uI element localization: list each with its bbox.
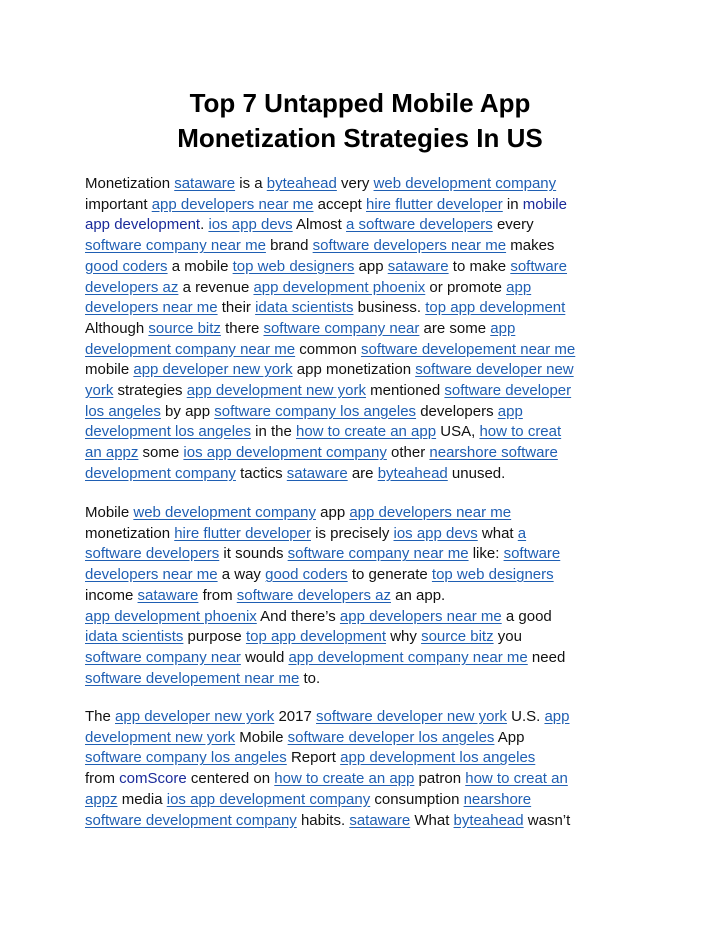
text-line — [85, 402, 645, 423]
hyperlink[interactable]: a software developers — [346, 216, 493, 234]
text-line — [85, 257, 645, 278]
hyperlink[interactable]: app — [544, 708, 570, 725]
page-title — [90, 86, 630, 156]
body-text: important — [85, 195, 152, 213]
hyperlink[interactable]: developers near me — [85, 299, 218, 317]
text-line — [85, 811, 645, 832]
body-text: in the — [250, 423, 296, 441]
body-text: common — [295, 340, 361, 358]
hyperlink[interactable]: sataware — [286, 464, 348, 482]
hyperlink[interactable]: web development company — [133, 504, 316, 521]
text-line — [85, 174, 645, 195]
hyperlink[interactable]: app development phoenix — [253, 278, 426, 296]
text-line — [85, 215, 645, 236]
body-text: like: — [468, 545, 504, 563]
hyperlink[interactable]: software company los angeles — [214, 402, 417, 420]
title-line: Monetization Strategies In US — [177, 123, 543, 153]
hyperlink[interactable]: software developers near me — [312, 237, 507, 255]
body-text: an app. — [391, 586, 446, 604]
hyperlink[interactable]: app — [497, 402, 523, 420]
body-text: business. — [353, 299, 426, 317]
body-text: Mobile — [235, 728, 288, 746]
hyperlink[interactable]: source bitz — [148, 319, 221, 337]
body-text: to. — [299, 669, 321, 687]
body-text: from — [198, 586, 237, 604]
body-text: accept — [313, 195, 367, 213]
body-text: makes — [506, 237, 555, 255]
paragraph-mobile-monetization — [85, 503, 645, 689]
text-line — [85, 340, 645, 361]
hyperlink[interactable]: byteahead — [453, 811, 524, 829]
body-text: . — [200, 216, 205, 234]
body-text: The — [85, 708, 116, 725]
hyperlink[interactable]: software developers az — [236, 586, 391, 604]
hyperlink[interactable]: nearshore software — [429, 444, 558, 462]
hyperlink[interactable]: software development company — [85, 811, 297, 829]
body-text: in — [502, 195, 523, 213]
hyperlink[interactable]: app — [490, 319, 516, 337]
body-text: brand — [265, 237, 313, 255]
body-text: Almost — [292, 216, 347, 234]
hyperlink[interactable]: development company — [85, 464, 236, 482]
body-text: And there’s — [256, 607, 340, 625]
body-text: centered on — [186, 770, 275, 788]
hyperlink[interactable]: top web designers — [232, 257, 355, 275]
body-text: tactics — [235, 464, 287, 482]
hyperlink[interactable]: an appz — [85, 444, 139, 462]
body-text: it sounds — [219, 545, 288, 563]
body-text: habits. — [296, 811, 350, 829]
hyperlink[interactable]: developers az — [85, 278, 179, 296]
body-text: app — [354, 257, 388, 275]
body-text: what — [477, 524, 518, 542]
hyperlink[interactable]: sataware — [387, 257, 449, 275]
body-text: need — [527, 648, 566, 666]
body-text: strategies — [113, 382, 187, 400]
body-text: or promote — [425, 278, 507, 296]
body-text: are — [347, 464, 378, 482]
body-text: a way — [217, 566, 266, 584]
hyperlink[interactable]: how to creat — [479, 423, 562, 441]
hyperlink[interactable]: software — [503, 545, 561, 563]
body-text: wasn’t — [523, 811, 571, 829]
hyperlink[interactable]: software — [510, 257, 568, 275]
body-text: unused. — [447, 464, 506, 482]
hyperlink[interactable]: software developement near me — [360, 340, 576, 358]
hyperlink[interactable]: byteahead — [266, 175, 337, 192]
hyperlink[interactable]: software developer new — [415, 361, 574, 379]
hyperlink[interactable]: good coders — [85, 257, 168, 275]
hyperlink[interactable]: app developer new york — [133, 361, 293, 379]
hyperlink[interactable]: app development los angeles — [340, 749, 536, 767]
hyperlink[interactable]: development company near me — [85, 340, 296, 358]
hyperlink[interactable]: software developers — [85, 545, 220, 563]
hyperlink[interactable]: hire flutter developer — [366, 195, 503, 213]
hyperlink[interactable]: web development company — [373, 175, 557, 192]
text-line — [85, 607, 645, 628]
text-line — [85, 195, 645, 216]
body-text: What — [410, 811, 454, 829]
text-line — [85, 443, 645, 464]
text-line — [85, 524, 645, 545]
text-line — [85, 648, 645, 669]
hyperlink[interactable]: app development — [85, 216, 201, 234]
body-text: there — [220, 319, 264, 337]
hyperlink[interactable]: app development new york — [186, 382, 366, 400]
body-text: patron — [414, 770, 466, 788]
body-text: by app — [160, 402, 215, 420]
text-line — [85, 748, 645, 769]
body-text: are some — [419, 319, 491, 337]
hyperlink[interactable]: software company near — [85, 648, 241, 666]
body-text: some — [138, 444, 184, 462]
hyperlink[interactable]: source bitz — [421, 628, 494, 646]
hyperlink[interactable]: how to creat an — [465, 770, 568, 788]
text-line — [85, 503, 645, 524]
hyperlink[interactable]: app — [506, 278, 532, 296]
hyperlink[interactable]: top app development — [245, 628, 387, 646]
body-text: Monetization — [85, 175, 175, 192]
hyperlink[interactable]: sataware — [174, 175, 236, 192]
hyperlink[interactable]: hire flutter developer — [174, 524, 311, 542]
hyperlink[interactable]: mobile — [522, 195, 567, 213]
body-text: you — [493, 628, 522, 646]
body-text: Report — [286, 749, 341, 767]
text-line — [85, 360, 645, 381]
hyperlink[interactable]: idata scientists — [85, 628, 184, 646]
body-text: to make — [448, 257, 511, 275]
hyperlink[interactable]: software company near — [263, 319, 420, 337]
body-text: media — [117, 790, 167, 808]
text-line — [85, 464, 645, 485]
text-line — [85, 769, 645, 790]
hyperlink[interactable]: top app development — [425, 299, 566, 317]
hyperlink[interactable]: ios app development company — [183, 444, 387, 462]
body-text: Mobile — [85, 504, 134, 521]
hyperlink[interactable]: software developement near me — [85, 669, 300, 687]
body-text: USA, — [436, 423, 480, 441]
body-text: a revenue — [178, 278, 254, 296]
body-text: their — [217, 299, 256, 317]
body-text: consumption — [370, 790, 464, 808]
body-text: other — [386, 444, 430, 462]
hyperlink[interactable]: idata scientists — [255, 299, 354, 317]
hyperlink[interactable]: byteahead — [377, 464, 448, 482]
hyperlink[interactable]: good coders — [265, 566, 348, 584]
text-line — [85, 544, 645, 565]
hyperlink[interactable]: software developer new york — [316, 708, 507, 725]
hyperlink[interactable]: comScore — [119, 770, 187, 788]
text-line — [85, 278, 645, 299]
hyperlink[interactable]: app development phoenix — [85, 607, 257, 625]
hyperlink[interactable]: york — [85, 382, 114, 400]
hyperlink[interactable]: ios app devs — [208, 216, 293, 234]
body-text: income — [85, 586, 138, 604]
body-text: from — [85, 770, 120, 788]
text-line — [85, 627, 645, 648]
body-text: App — [494, 728, 525, 746]
hyperlink[interactable]: app developers near me — [151, 195, 314, 213]
text-line — [85, 236, 645, 257]
hyperlink[interactable]: a — [517, 524, 527, 542]
body-text: developers — [416, 402, 498, 420]
body-text: app — [315, 504, 350, 521]
text-line — [85, 298, 645, 319]
body-text: a good — [501, 607, 552, 625]
text-line — [85, 790, 645, 811]
body-text: every — [492, 216, 534, 234]
body-text: would — [240, 648, 289, 666]
body-text: purpose — [183, 628, 246, 646]
text-line — [85, 669, 645, 690]
body-text: very — [336, 175, 374, 192]
hyperlink[interactable]: software company near me — [287, 545, 469, 563]
hyperlink[interactable]: sataware — [349, 811, 411, 829]
body-text: mobile — [85, 361, 134, 379]
text-line — [85, 586, 645, 607]
body-text: app monetization — [292, 361, 416, 379]
hyperlink[interactable]: appz — [85, 790, 118, 808]
body-text: Although — [85, 319, 149, 337]
body-text: a mobile — [167, 257, 233, 275]
hyperlink[interactable]: development los angeles — [85, 423, 251, 441]
hyperlink[interactable]: ios app development company — [166, 790, 371, 808]
hyperlink[interactable]: development new york — [85, 728, 236, 746]
body-text: to generate — [347, 566, 432, 584]
hyperlink[interactable]: ios app devs — [393, 524, 478, 542]
hyperlink[interactable]: top web designers — [431, 566, 554, 584]
hyperlink[interactable]: app developers near me — [349, 504, 512, 521]
hyperlink[interactable]: software developer — [444, 382, 572, 400]
body-text: 2017 — [274, 708, 316, 725]
body-text: monetization — [85, 524, 175, 542]
hyperlink[interactable]: software developer los angeles — [287, 728, 495, 746]
hyperlink[interactable]: software company los angeles — [85, 749, 287, 767]
hyperlink[interactable]: how to create an app — [274, 770, 415, 788]
body-text: why — [386, 628, 422, 646]
hyperlink[interactable]: los angeles — [85, 402, 161, 420]
hyperlink[interactable]: app developer new york — [115, 708, 275, 725]
hyperlink[interactable]: developers near me — [85, 566, 218, 584]
hyperlink[interactable]: app developers near me — [339, 607, 502, 625]
hyperlink[interactable]: nearshore — [463, 790, 532, 808]
title-line: Top 7 Untapped Mobile App — [189, 88, 531, 118]
text-line — [85, 565, 645, 586]
paragraph-comscore-report — [85, 707, 645, 831]
paragraph-intro — [85, 174, 645, 485]
hyperlink[interactable]: app development company near me — [288, 648, 528, 666]
text-line — [85, 381, 645, 402]
body-text: mentioned — [366, 382, 445, 400]
hyperlink[interactable]: sataware — [137, 586, 199, 604]
body-text: is a — [235, 175, 267, 192]
body-text: U.S. — [506, 708, 545, 725]
body-text: is precisely — [310, 524, 394, 542]
text-line — [85, 422, 645, 443]
text-line — [85, 319, 645, 340]
hyperlink[interactable]: software company near me — [85, 237, 266, 255]
text-line — [85, 707, 645, 728]
text-line — [85, 728, 645, 749]
hyperlink[interactable]: how to create an app — [295, 423, 437, 441]
